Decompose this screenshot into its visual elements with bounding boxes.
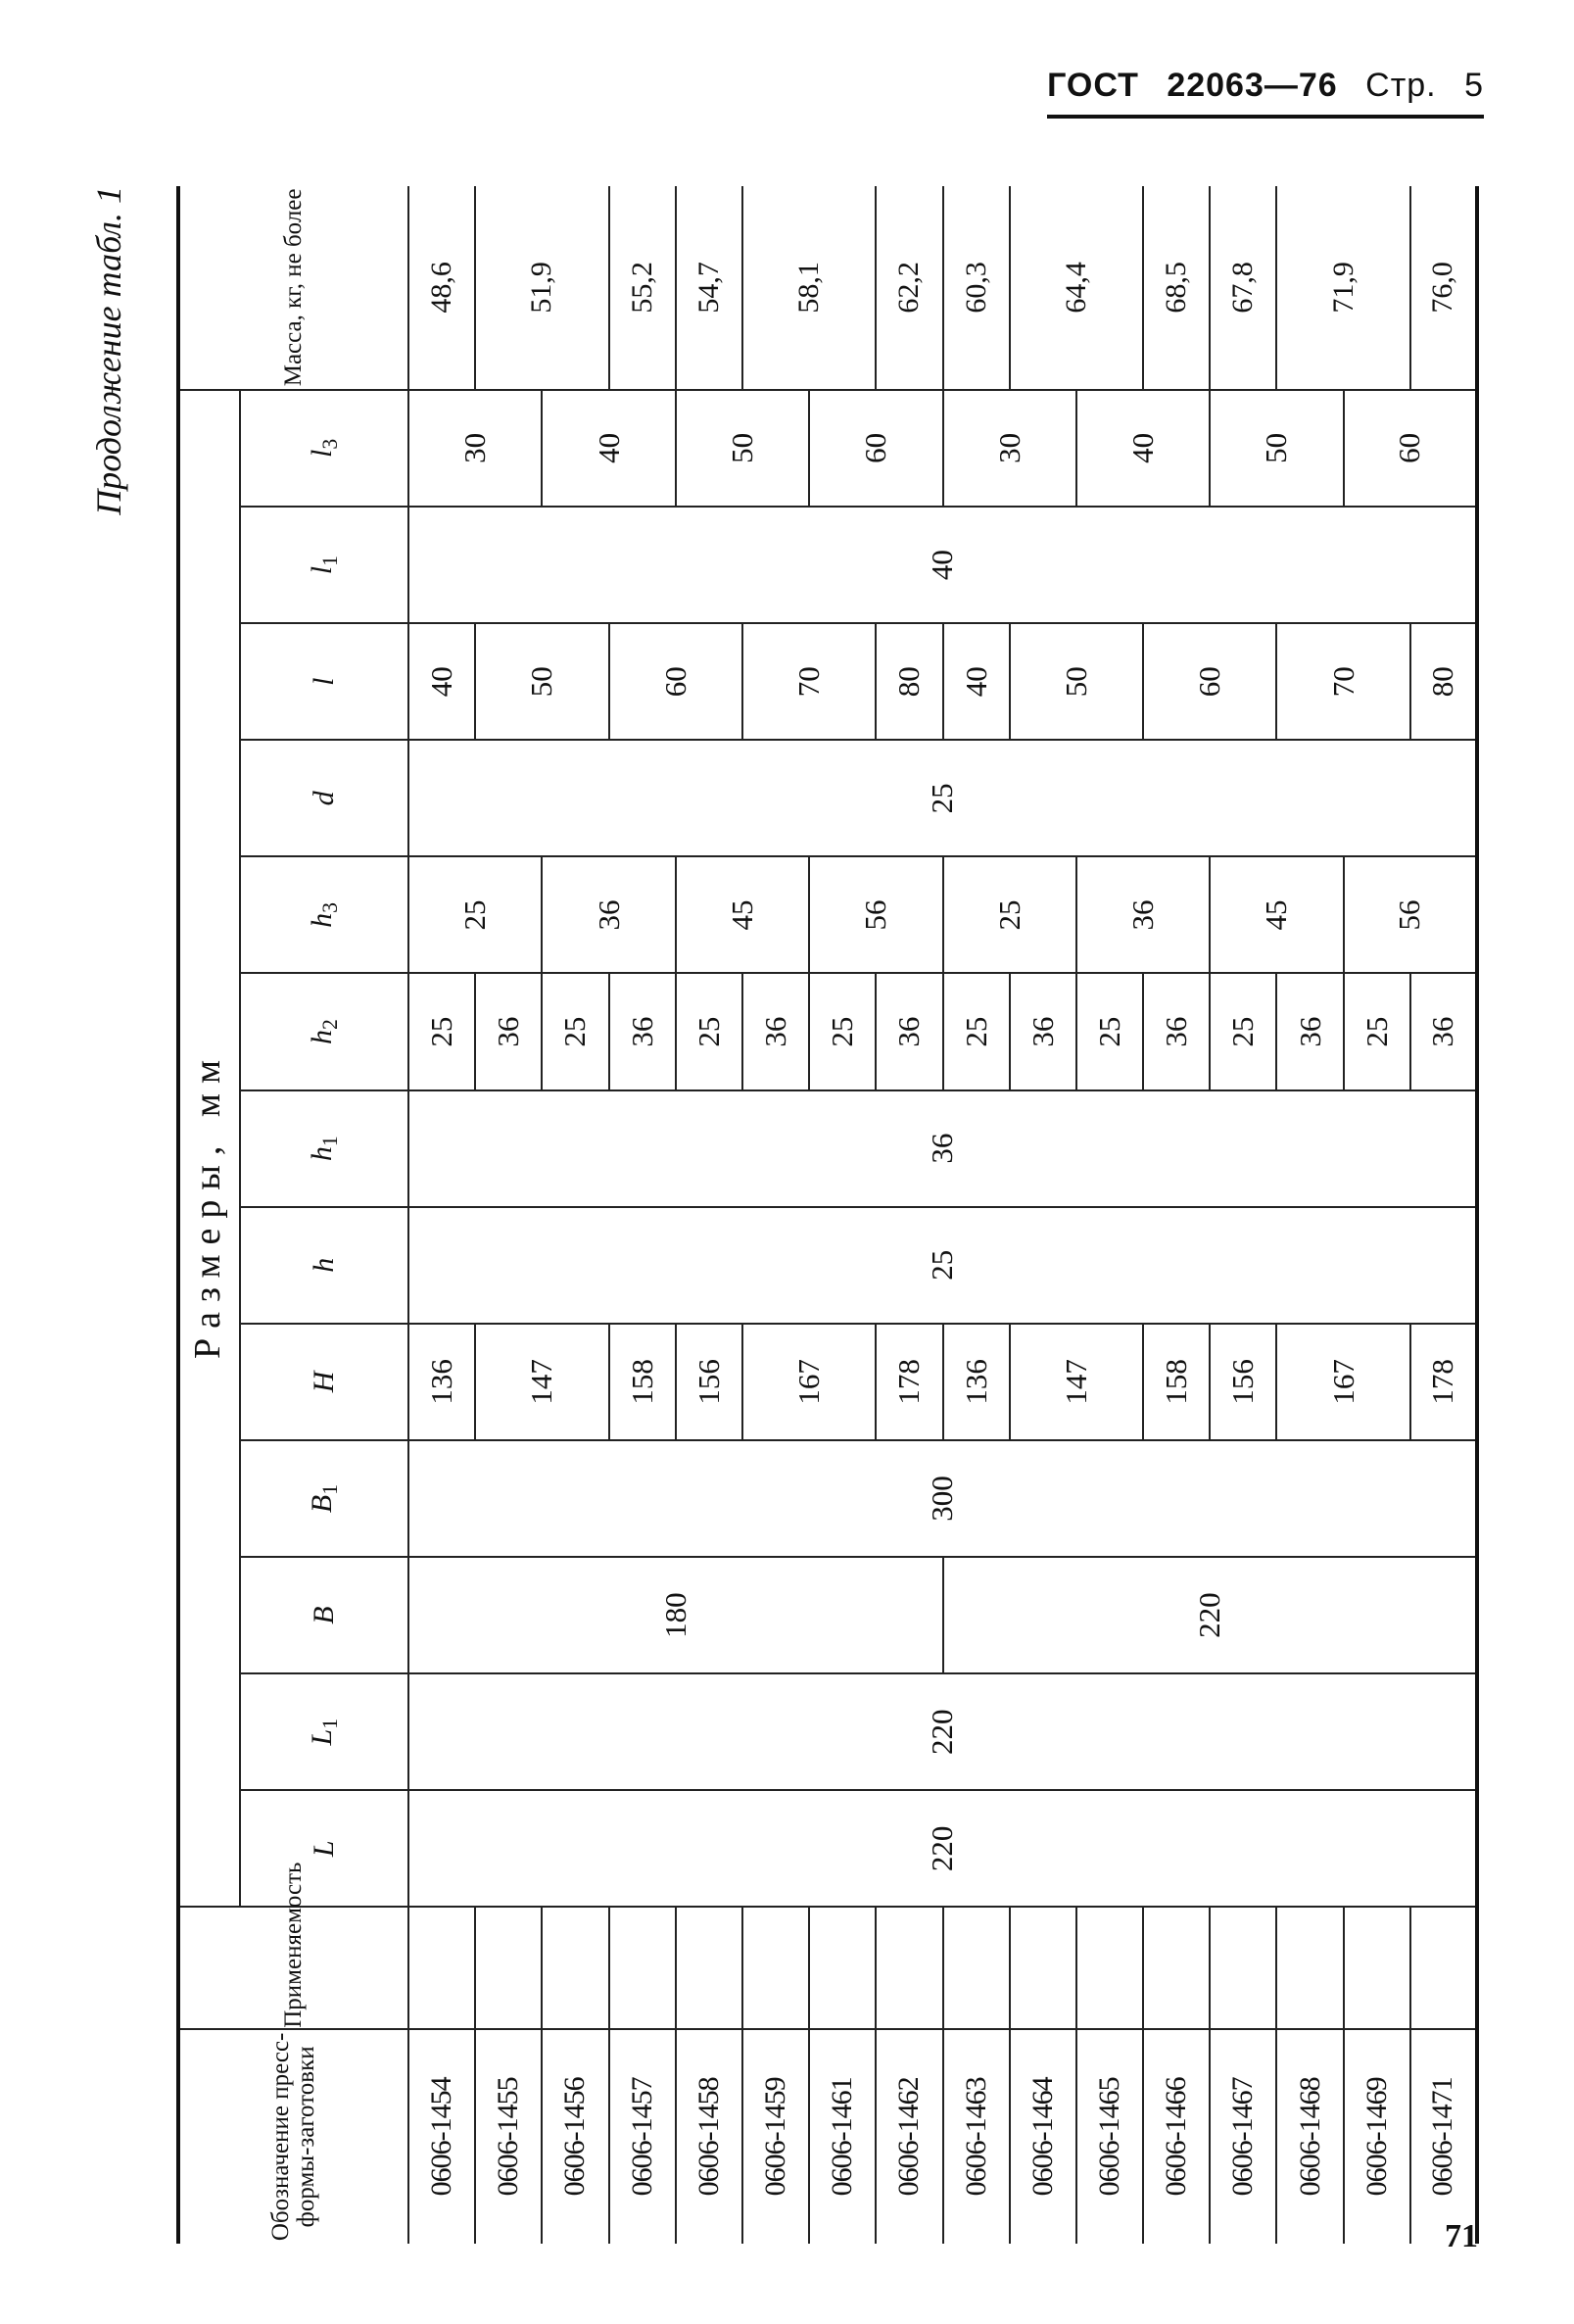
table-row — [408, 186, 475, 2244]
cell-applicability — [809, 1907, 876, 2028]
cell-l: 70 — [742, 623, 876, 740]
cell-code: 0606-1468 — [1276, 2029, 1343, 2244]
cell-h2: 36 — [609, 974, 676, 1090]
cell-code: 0606-1465 — [1076, 2029, 1143, 2244]
cell-h2: 36 — [876, 974, 942, 1090]
cell-l: 50 — [1010, 623, 1143, 740]
table-caption: Продолжение табл. 1 — [89, 186, 128, 515]
page-label: Стр. — [1365, 67, 1437, 104]
cell-h2: 25 — [676, 974, 742, 1090]
cell-l: 40 — [408, 623, 475, 740]
cell-l: 60 — [1143, 623, 1276, 740]
cell-l3: 40 — [542, 390, 675, 507]
cell-B1: 300 — [408, 1440, 1477, 1557]
cell-l3: 60 — [809, 390, 942, 507]
col-header-h2: $h_2$ — [240, 974, 408, 1090]
cell-mass: 58,1 — [742, 186, 876, 390]
page-in-standard: 5 — [1464, 67, 1484, 104]
cell-H: 156 — [676, 1324, 742, 1440]
cell-code: 0606-1466 — [1143, 2029, 1210, 2244]
cell-h2: 25 — [1076, 974, 1143, 1090]
cell-applicability — [943, 1907, 1010, 2028]
cell-applicability — [542, 1907, 608, 2028]
cell-code: 0606-1463 — [943, 2029, 1010, 2244]
cell-h2: 25 — [1344, 974, 1410, 1090]
cell-H: 178 — [1410, 1324, 1477, 1440]
cell-h3: 45 — [1210, 856, 1343, 973]
cell-mass: 48,6 — [408, 186, 475, 390]
col-header-applicability: Применяемость — [178, 1907, 408, 2028]
cell-code: 0606-1454 — [408, 2029, 475, 2244]
cell-mass: 51,9 — [475, 186, 608, 390]
rotated-table-block — [89, 186, 1479, 2244]
cell-mass: 54,7 — [676, 186, 742, 390]
cell-code: 0606-1471 — [1410, 2029, 1477, 2244]
cell-applicability — [742, 1907, 809, 2028]
standard-code: ГОСТ — [1047, 67, 1139, 104]
cell-l: 80 — [876, 623, 942, 740]
cell-l3: 60 — [1344, 390, 1477, 507]
cell-h3: 56 — [809, 856, 942, 973]
cell-H: 178 — [876, 1324, 942, 1440]
col-header-B1: $B_1$ — [240, 1440, 408, 1557]
cell-code: 0606-1459 — [742, 2029, 809, 2244]
cell-mass: 60,3 — [943, 186, 1010, 390]
cell-applicability — [475, 1907, 542, 2028]
cell-H: 136 — [408, 1324, 475, 1440]
cell-L1: 220 — [408, 1673, 1477, 1790]
cell-code: 0606-1461 — [809, 2029, 876, 2244]
cell-code: 0606-1462 — [876, 2029, 942, 2244]
standard-number: 22063—76 — [1167, 67, 1338, 104]
cell-code: 0606-1469 — [1344, 2029, 1410, 2244]
cell-mass: 67,8 — [1210, 186, 1276, 390]
cell-l1: 40 — [408, 507, 1477, 623]
cell-h1: 36 — [408, 1090, 1477, 1207]
col-header-h3: $h_3$ — [240, 856, 408, 973]
cell-H: 156 — [1210, 1324, 1276, 1440]
col-header-code: Обозначение пресс-формы-заготовки — [178, 2029, 408, 2244]
page-header — [1047, 67, 1484, 119]
cell-code: 0606-1456 — [542, 2029, 608, 2244]
dimensions-group-title: Размеры, мм — [187, 1050, 228, 1360]
cell-h2: 36 — [1010, 974, 1076, 1090]
cell-mass: 68,5 — [1143, 186, 1210, 390]
cell-applicability — [1010, 1907, 1076, 2028]
cell-H: 136 — [943, 1324, 1010, 1440]
cell-h3: 25 — [408, 856, 542, 973]
col-header-H: H — [240, 1324, 408, 1440]
cell-H: 147 — [1010, 1324, 1143, 1440]
col-header-l: l — [240, 623, 408, 740]
cell-h2: 36 — [475, 974, 542, 1090]
cell-l3: 30 — [408, 390, 542, 507]
cell-h2: 25 — [809, 974, 876, 1090]
cell-h2: 36 — [742, 974, 809, 1090]
col-header-dimensions-group — [178, 390, 240, 1908]
cell-applicability — [1210, 1907, 1276, 2028]
cell-L: 220 — [408, 1790, 1477, 1907]
cell-B: 220 — [943, 1557, 1478, 1673]
cell-mass: 55,2 — [609, 186, 676, 390]
cell-h3: 56 — [1344, 856, 1477, 973]
cell-code: 0606-1467 — [1210, 2029, 1276, 2244]
cell-l: 60 — [609, 623, 742, 740]
col-header-L: L — [240, 1790, 408, 1907]
cell-h3: 36 — [542, 856, 675, 973]
cell-mass: 71,9 — [1276, 186, 1409, 390]
cell-h2: 25 — [408, 974, 475, 1090]
page-number: 71 — [1445, 2218, 1478, 2254]
spec-table — [176, 186, 1479, 2244]
col-header-l1: $l_1$ — [240, 507, 408, 623]
cell-applicability — [676, 1907, 742, 2028]
col-header-h: h — [240, 1207, 408, 1324]
col-header-L1: $L_1$ — [240, 1673, 408, 1790]
cell-d: 25 — [408, 740, 1477, 856]
cell-h3: 36 — [1076, 856, 1210, 973]
cell-code: 0606-1455 — [475, 2029, 542, 2244]
cell-H: 158 — [609, 1324, 676, 1440]
cell-code: 0606-1464 — [1010, 2029, 1076, 2244]
cell-mass: 64,4 — [1010, 186, 1143, 390]
cell-l3: 50 — [676, 390, 809, 507]
cell-h2: 36 — [1276, 974, 1343, 1090]
cell-H: 167 — [742, 1324, 876, 1440]
cell-h2: 36 — [1410, 974, 1477, 1090]
col-header-l3: $l_3$ — [240, 390, 408, 507]
cell-applicability — [1344, 1907, 1410, 2028]
col-header-mass: Масса, кг, не более — [178, 186, 408, 390]
cell-applicability — [876, 1907, 942, 2028]
cell-h3: 25 — [943, 856, 1076, 973]
cell-h: 25 — [408, 1207, 1477, 1324]
cell-mass: 76,0 — [1410, 186, 1477, 390]
cell-l3: 40 — [1076, 390, 1210, 507]
cell-l: 70 — [1276, 623, 1409, 740]
cell-applicability — [408, 1907, 475, 2028]
cell-l: 80 — [1410, 623, 1477, 740]
cell-applicability — [609, 1907, 676, 2028]
cell-l3: 50 — [1210, 390, 1343, 507]
cell-l3: 30 — [943, 390, 1076, 507]
cell-applicability — [1276, 1907, 1343, 2028]
cell-h2: 25 — [542, 974, 608, 1090]
cell-applicability — [1143, 1907, 1210, 2028]
cell-H: 147 — [475, 1324, 608, 1440]
cell-H: 158 — [1143, 1324, 1210, 1440]
cell-applicability — [1410, 1907, 1477, 2028]
cell-H: 167 — [1276, 1324, 1409, 1440]
col-header-d: d — [240, 740, 408, 856]
cell-l: 50 — [475, 623, 608, 740]
cell-h2: 25 — [1210, 974, 1276, 1090]
col-header-h1: $h_1$ — [240, 1090, 408, 1207]
col-header-B: B — [240, 1557, 408, 1673]
cell-h2: 36 — [1143, 974, 1210, 1090]
cell-h2: 25 — [943, 974, 1010, 1090]
cell-applicability — [1076, 1907, 1143, 2028]
cell-h3: 45 — [676, 856, 809, 973]
cell-l: 40 — [943, 623, 1010, 740]
cell-mass: 62,2 — [876, 186, 942, 390]
cell-code: 0606-1458 — [676, 2029, 742, 2244]
cell-code: 0606-1457 — [609, 2029, 676, 2244]
cell-B: 180 — [408, 1557, 943, 1673]
